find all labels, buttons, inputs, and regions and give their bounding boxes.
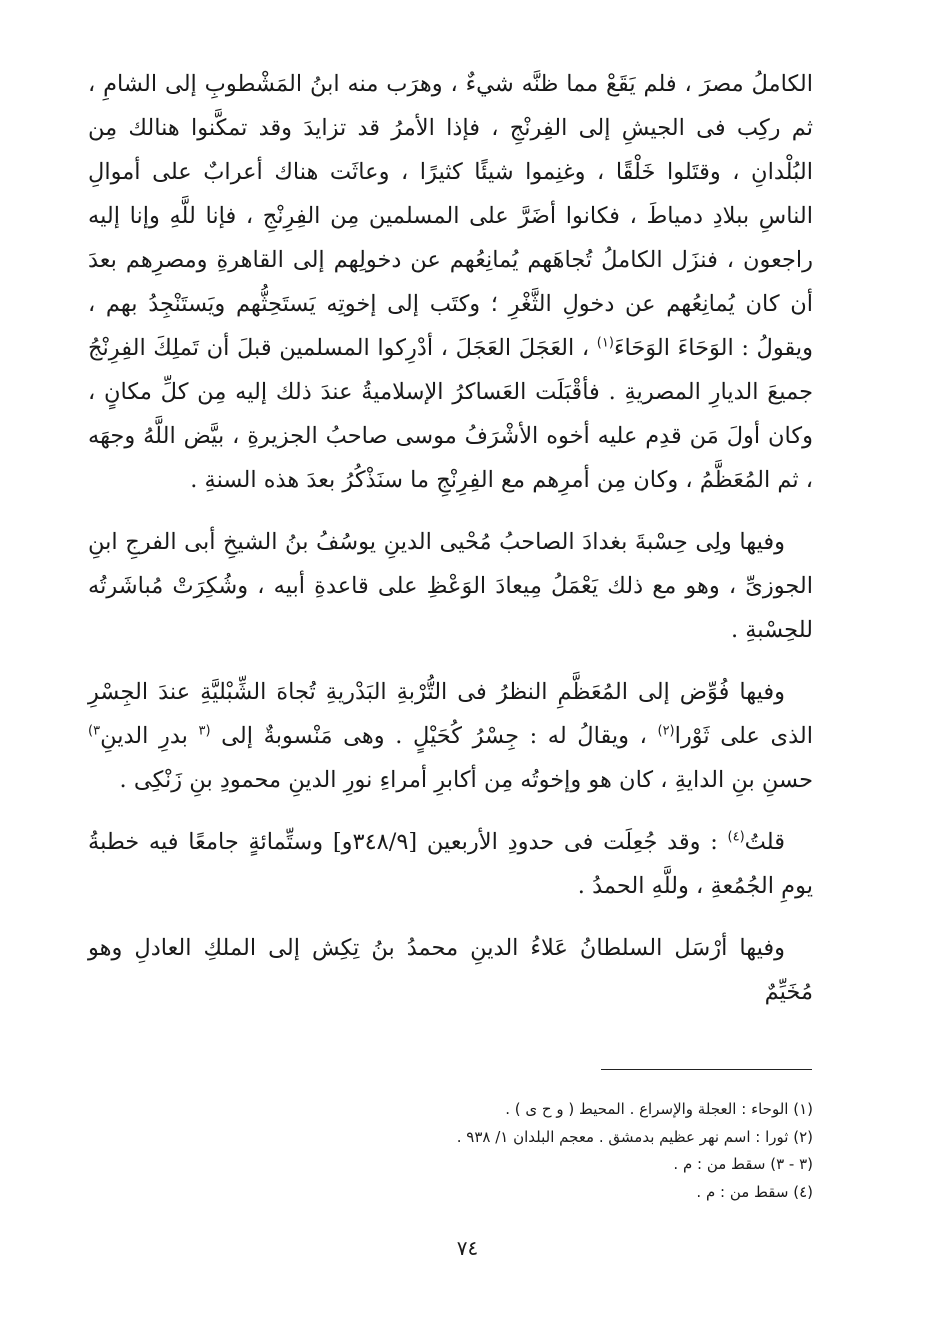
paragraph-text: ، العَجَلَ العَجَلَ ، أدْرِكوا المسلمين قبلَ أن تَملِكَ الفِرِنْجُ جميعَ الديارِ المصريةِ . فأقْبَلَت العَساكرُ الإسلاميةُ عندَ ذلك إليه مِن كلِّ مكانٍ ، وكان أولَ مَن قدِم عليه أخوه الأشْرَفُ موسى صاحبُ الجزيرةِ ، بيَّض اللَّهُ وجهَه ، ثم المُعَظَّمُ ، وكان مِن أمرِهم مع الفِرِنْجِ ما سنَذْكُرُ بعدَ هذه السنةِ . bbox=[88, 335, 813, 493]
paragraph-text: حسنِ بنِ الدايةِ ، كان هو وإخوتُه مِن أكابرِ أمراءِ نورِ الدينِ محمودِ بنِ زَنْكِى . bbox=[119, 767, 813, 793]
paragraph-text: الكاملُ مصرَ ، فلم يَقَعْ مما ظنَّه شيءٌ ، وهرَب منه ابنُ المَشْطوبِ إلى الشامِ ، ثم ركِب فى الجيشِ إلى الفِرنْجِ ، فإذا الأمرُ قد تزايدَ وقد تمكَّنوا هنالك مِن البُلْدانِ ، وقتَلوا خَلْقًا ، وغنِموا شيئًا كثيرًا ، وعاثَت هناك أعرابٌ على أموالِ الناسِ ببلادِ دمياطَ ، فكانوا أضَرَّ على المسلمين مِن الفِرِنْجِ ، فإنا للَّهِ وإنا إليه راجعون ، فنزَل الكاملُ تُجاهَهم يُمانِعُهم عن دخولِهم إلى القاهرةِ ومصرِهم بعدَ أن كان يُمانِعُهم عن دخولِ الثَّغْرِ ؛ وكتَب إلى إخوتِه يَستَحِثُّهم ويَستَنْجِدُ بهم ، ويقولُ : الوَحَاءَ الوَحَاءَ bbox=[88, 71, 814, 361]
paragraph-text: وفيها فُوِّض إلى المُعَظَّمِ النظرُ فى التُّرْبةِ البَدْريةِ تُجاهَ الشِّبْليَّةِ عندَ الجِسْرِ الذى على ثَوْرا bbox=[88, 679, 813, 749]
paragraph bbox=[88, 820, 813, 908]
footnote-reference: (٢) bbox=[657, 723, 675, 739]
paragraph-text: بدرِ الدينِ bbox=[100, 723, 199, 749]
paragraph-text: : وقد جُعِلَت فى حدودِ الأربعين [٣٤٨/٩و] وستِّمائةٍ جامعًا فيه خطبةُ يومِ الجُمُعةِ ، وللَّهِ الحمدُ . bbox=[88, 829, 813, 899]
footnotes bbox=[120, 1096, 813, 1206]
footnote: (٢) ثورا : اسم نهر عظيم بدمشق . معجم البلدان ١/ ٩٣٨ . bbox=[456, 1127, 813, 1146]
footnote-reference: (١) bbox=[596, 335, 614, 351]
paragraph-text: وفيها ولِى حِسْبةَ بغدادَ الصاحبُ مُحْيى الدينِ يوسُفُ بنُ الشيخِ أبى الفرجِ ابنِ الجوزىِّ ، وهو مع ذلك يَعْمَلُ مِيعادَ الوَعْظِ على قاعدةِ أبيه ، وشُكِرَتْ مُباشَرتُه للحِسْبةِ . bbox=[88, 529, 813, 643]
paragraph-text: وفيها أرْسَل السلطانُ عَلاءُ الدينِ محمدُ بنُ تِكِش إلى الملكِ العادلِ وهو مُخَيِّمٌ bbox=[88, 935, 813, 1005]
paragraph bbox=[88, 62, 813, 502]
page-number: ٧٤ bbox=[456, 1236, 479, 1260]
footnote-reference: (٤) bbox=[727, 829, 745, 845]
footnote-reference: (٣ bbox=[198, 723, 211, 739]
footnote: (٣ - ٣) سقط من : م . bbox=[673, 1155, 813, 1173]
paragraph-text: قلتُ bbox=[744, 829, 785, 855]
footnote-reference: ٣) bbox=[88, 723, 101, 739]
main-text bbox=[88, 62, 813, 1014]
paragraph bbox=[88, 520, 813, 652]
footnote: (٤) سقط من : م . bbox=[696, 1182, 813, 1201]
footnote-separator bbox=[601, 1069, 812, 1070]
paragraph-text: ، ويقالُ له : جِسْرُ كُحَيْلٍ . وهى مَنْسوبةٌ إلى bbox=[210, 723, 658, 749]
paragraph bbox=[88, 670, 813, 802]
footnote: (١) الوحاء : العجلة والإسراع . المحيط ( و ح ى ) . bbox=[505, 1100, 813, 1118]
paragraph bbox=[88, 926, 813, 1014]
